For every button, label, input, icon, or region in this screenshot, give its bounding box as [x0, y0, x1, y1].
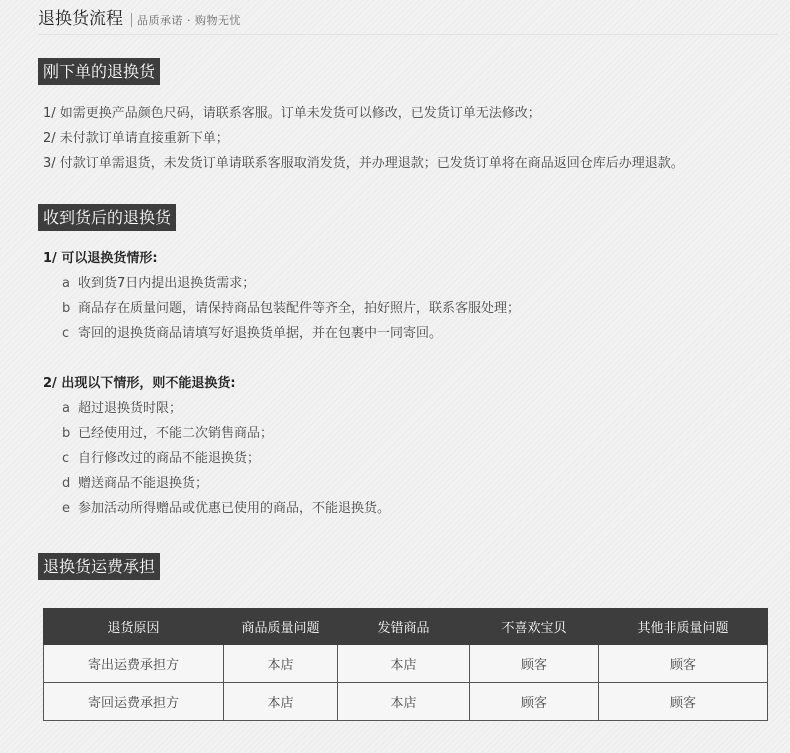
item-letter: c — [62, 326, 70, 341]
column-header: 退货原因 — [44, 609, 224, 645]
table-cell: 寄出运费承担方 — [44, 645, 224, 683]
item-text: 自行修改过的商品不能退换货； — [78, 451, 261, 466]
disallowed-return-item — [62, 476, 208, 492]
table-row — [44, 645, 768, 683]
page-header — [38, 8, 778, 34]
item-letter: a — [62, 276, 70, 291]
allowed-returns-heading: 1/ 可以退换货情形: — [43, 251, 158, 266]
column-header: 其他非质量问题 — [599, 609, 768, 645]
item-letter: e — [62, 501, 70, 516]
table-cell: 本店 — [338, 645, 470, 683]
table-row — [44, 683, 768, 721]
section-title-shipping-fee: 退换货运费承担 — [38, 553, 160, 580]
item-text: 参加活动所得赠品或优惠已使用的商品，不能退换货。 — [78, 501, 391, 516]
table-header-row — [44, 609, 768, 645]
allowed-return-item — [62, 276, 255, 292]
item-text: 商品存在质量问题，请保持商品包装配件等齐全，拍好照片，联系客服处理； — [78, 301, 521, 316]
item-text: 赠送商品不能退换货； — [78, 476, 209, 491]
table-cell: 顾客 — [470, 683, 599, 721]
column-header: 不喜欢宝贝 — [470, 609, 599, 645]
header-rule — [38, 34, 778, 35]
table-cell: 本店 — [338, 683, 470, 721]
item-text: 已经使用过，不能二次销售商品； — [78, 426, 274, 441]
column-header: 发错商品 — [338, 609, 470, 645]
item-letter: b — [62, 426, 71, 441]
column-header: 商品质量问题 — [224, 609, 338, 645]
allowed-return-item — [62, 326, 442, 342]
item-letter: d — [62, 476, 71, 491]
page-title: 退换货流程 — [38, 9, 123, 29]
item-text: 超过退换货时限； — [78, 401, 183, 416]
table-cell: 顾客 — [599, 645, 768, 683]
shipping-fee-table — [43, 608, 768, 721]
section-title-after-receipt: 收到货后的退换货 — [38, 204, 176, 231]
header-divider — [131, 13, 132, 27]
table-cell: 顾客 — [470, 645, 599, 683]
table-cell: 本店 — [224, 683, 338, 721]
table-cell: 寄回运费承担方 — [44, 683, 224, 721]
page-subtitle: 品质承诺 · 购物无忧 — [137, 14, 241, 27]
new-order-rule-2: 2/ 未付款订单请直接重新下单； — [43, 131, 229, 146]
disallowed-return-item — [62, 426, 273, 442]
item-letter: c — [62, 451, 70, 466]
disallowed-return-item — [62, 501, 390, 517]
item-letter: b — [62, 301, 71, 316]
allowed-return-item — [62, 301, 520, 317]
disallowed-return-item — [62, 401, 182, 417]
new-order-rule-1: 1/ 如需更换产品颜色尺码，请联系客服。订单未发货可以修改，已发货订单无法修改； — [43, 106, 541, 121]
section-title-new-order: 刚下单的退换货 — [38, 58, 160, 85]
table-cell: 本店 — [224, 645, 338, 683]
disallowed-return-item — [62, 451, 260, 467]
item-letter: a — [62, 401, 70, 416]
item-text: 收到货7日内提出退换货需求； — [78, 276, 256, 291]
new-order-rule-3: 3/ 付款订单需退货，未发货订单请联系客服取消发货，并办理退款；已发货订单将在商品返回仓库后办理退款。 — [43, 156, 684, 171]
table-cell: 顾客 — [599, 683, 768, 721]
item-text: 寄回的退换货商品请填写好退换货单据，并在包裹中一同寄回。 — [78, 326, 443, 341]
disallowed-returns-heading: 2/ 出现以下情形，则不能退换货: — [43, 376, 236, 391]
